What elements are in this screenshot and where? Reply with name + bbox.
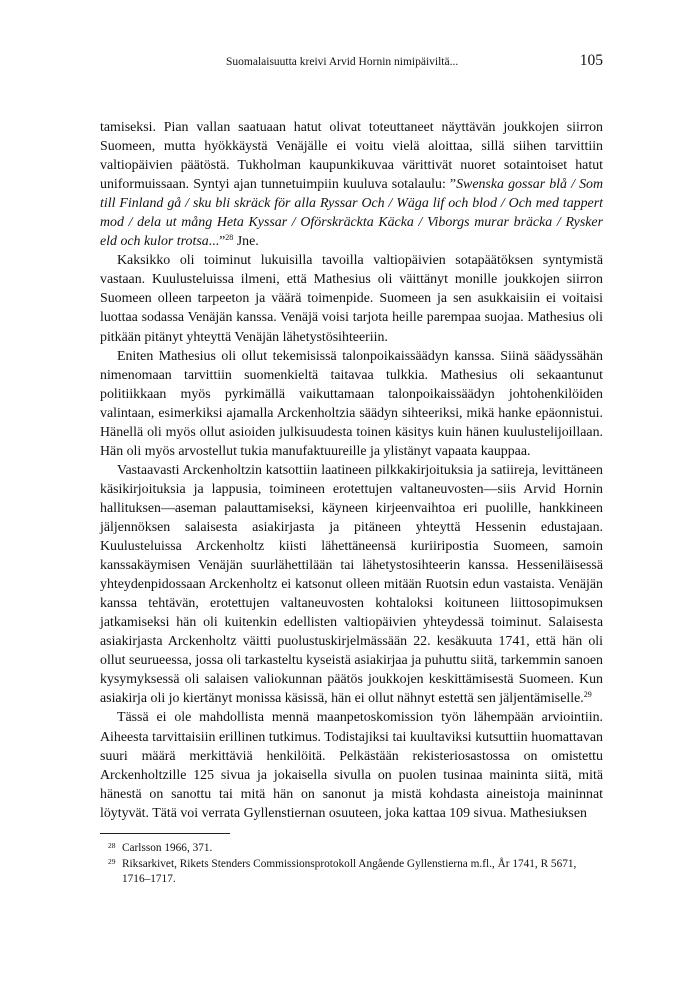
footnotes [100,841,603,888]
footnote-text: Riksarkivet, Rikets Stenders Commissionsprotokoll Angående Gyllenstierna m.fl., År 1741, R 5671, 1716–1717. [122,857,577,886]
footnote-divider [100,833,230,834]
footnote [100,841,603,857]
page-header [100,54,603,74]
footnote-number: 29 [108,856,116,866]
footnote-text: Carlsson 1966, 371. [122,842,213,854]
song-lyrics: Swenska gossar blå / Som till Finland gå / sku bli skräck för alla Ryssar Och / Wäga lif och blod / Och med tappert mod / dela ut mång Heta Kyssar / Oförskräckta Käcka / Viborgs murar bräcka / Rysker eld och kulor trotsa [100,177,604,250]
body-text [100,118,603,823]
paragraph: Kaksikko oli toiminut lukuisilla tavoilla valtiopäivien sotapäätöksen syntymistä vastaan. Kuulusteluissa ilmeni, että Mathesius oli väittänyt monille joukkojen siirron Suomeen olleen tarpeeton ja väärä toimenpide. Suomeen ja sen asukkaisiin ei voitaisi luottaa sodassa Venäjän kanssa. Venäjä voisi tarjota heille parempaa suojaa. Mathesius oli pitkään pitänyt yhteyttä Venäjän lähetystösihteeriin. [100,253,603,345]
running-title: Suomalaisuutta kreivi Arvid Hornin nimipäiviltä... [226,56,459,68]
footnote-ref: 28 [225,233,234,243]
page-number: 105 [579,52,603,69]
paragraph: Tässä ei ole mahdollista mennä maanpetoskomission työn lähempään arviointiin. Aiheesta tarvittaisiin erillinen tutkimus. Todistajiksi tai kuultaviksi kutsuttiin huomattavan suuri määrä merkittäviä henkilöitä. Pelkästään rekisteriosastossa on omistettu Arckenholtzille 125 sivua ja jokaisella sivulla on puolen tusinaa maininta siitä, mitä hänestä on sanottu tai mitä hän on sanonut ja mistä kohdasta aineistoja maininnat löytyvät. Tätä voi verrata Gyllenstiernan osuuteen, joka kattaa 109 sivua. Mathesiuksen [100,710,603,821]
paragraph: Eniten Mathesius oli ollut tekemisissä talonpoikaissäädyn kanssa. Siinä säädyssähän nimenomaan tarvittiin suomenkieltä taitavaa tulkkia. Mathesius oli sekaantunut politiikkaan myös pyrkimällä vaikuttamaan talonpoikaissäädyn johtohenkilöiden valintaan, esimerkiksi ajamalla Arckenholtzia säädyn sihteeriksi, mikä hanke epäonnistui. Hänellä oli myös ollut asioiden julkisuudesta toinen käsitys kuin hänen kuulustelijoillaan. Hän oli myös arvostellut tukia manufaktuureille ja ylistänyt vapaata kauppaa. [100,348,603,459]
footnote-number: 28 [108,841,116,850]
footnote [100,857,603,888]
paragraph: Vastaavasti Arckenholtzin katsottiin laatineen pilkkakirjoituksia ja satiireja, levittäneen käsikirjoituksia ja lappusia, toimineen erotettujen valtaneuvosten—siis Arvid Hornin hallituksen—aseman palauttamiseksi, käyneen kirjeenvaihtoa eri puolille, hankkineen jäljennöksen salaisesta asiakirjasta ja pitäneen yhteyttä Hessenin edustajaan. Kuulusteluissa Arckenholtz kiisti lähettäneensä kuriiripostia Suomeen, samoin kanssakäymisen Venäjän suurlähettilään tai lähetystosihteerin kanssa. Hesseniläisessä yhteydenpidossaan Arckenholtz ei katsonut olleen mitään Ruotsin edun vastaista. Venäjän kanssa tehtävän, erotettujen valtaneuvosten kohtaloksi koituneen liittosopimuksen jatkamiseksi hän oli kuitenkin edellisten valtiopäivien yhteydessä toiminut. Salaisesta asiakirjasta Arckenholtz väitti puolustuskirjelmässään 22. kesäkuuta 1741, että hän oli ollut seurueessa, jossa oli tarkasteltu kyseistä asiakirjaa ja puhuttu siitä, tarkemmin sanoen kysymyksessä oli salaisen valiokunnan päätös joukkojen keskittämisestä Suomeen. Kun asiakirja oli jo kiertänyt monissa käsissä, hän ei ollut nähnyt estettä sen jäljentämiselle.$^{29}$ [100,462,603,707]
paragraph: tamiseksi. Pian vallan saatuaan hatut olivat toteuttaneet näyttävän joukkojen siirron Suomeen, mutta hyökkäystä Venäjälle ei voitu vielä aloittaa, sillä siihen tarvittiin valtiopäivien päätöstä. Tukholman kaupunkikuvaa värittivät nuoret sotaintoiset hatut uniformuissaan. Syntyi ajan tunnetuimpiin kuuluva sotalaulu: ”Swenska gossar blå / Som till Finland gå / sku bli skräck för alla Ryssar Och / Wäga lif och blod / Och med tappert mod / dela ut mång Heta Kyssar / Oförskräckta Käcka / Viborgs murar bräcka / Rysker eld och kulor trotsa...”$^{28}$ Jne. [100,120,604,250]
footnote-ref: 29 [583,690,592,700]
